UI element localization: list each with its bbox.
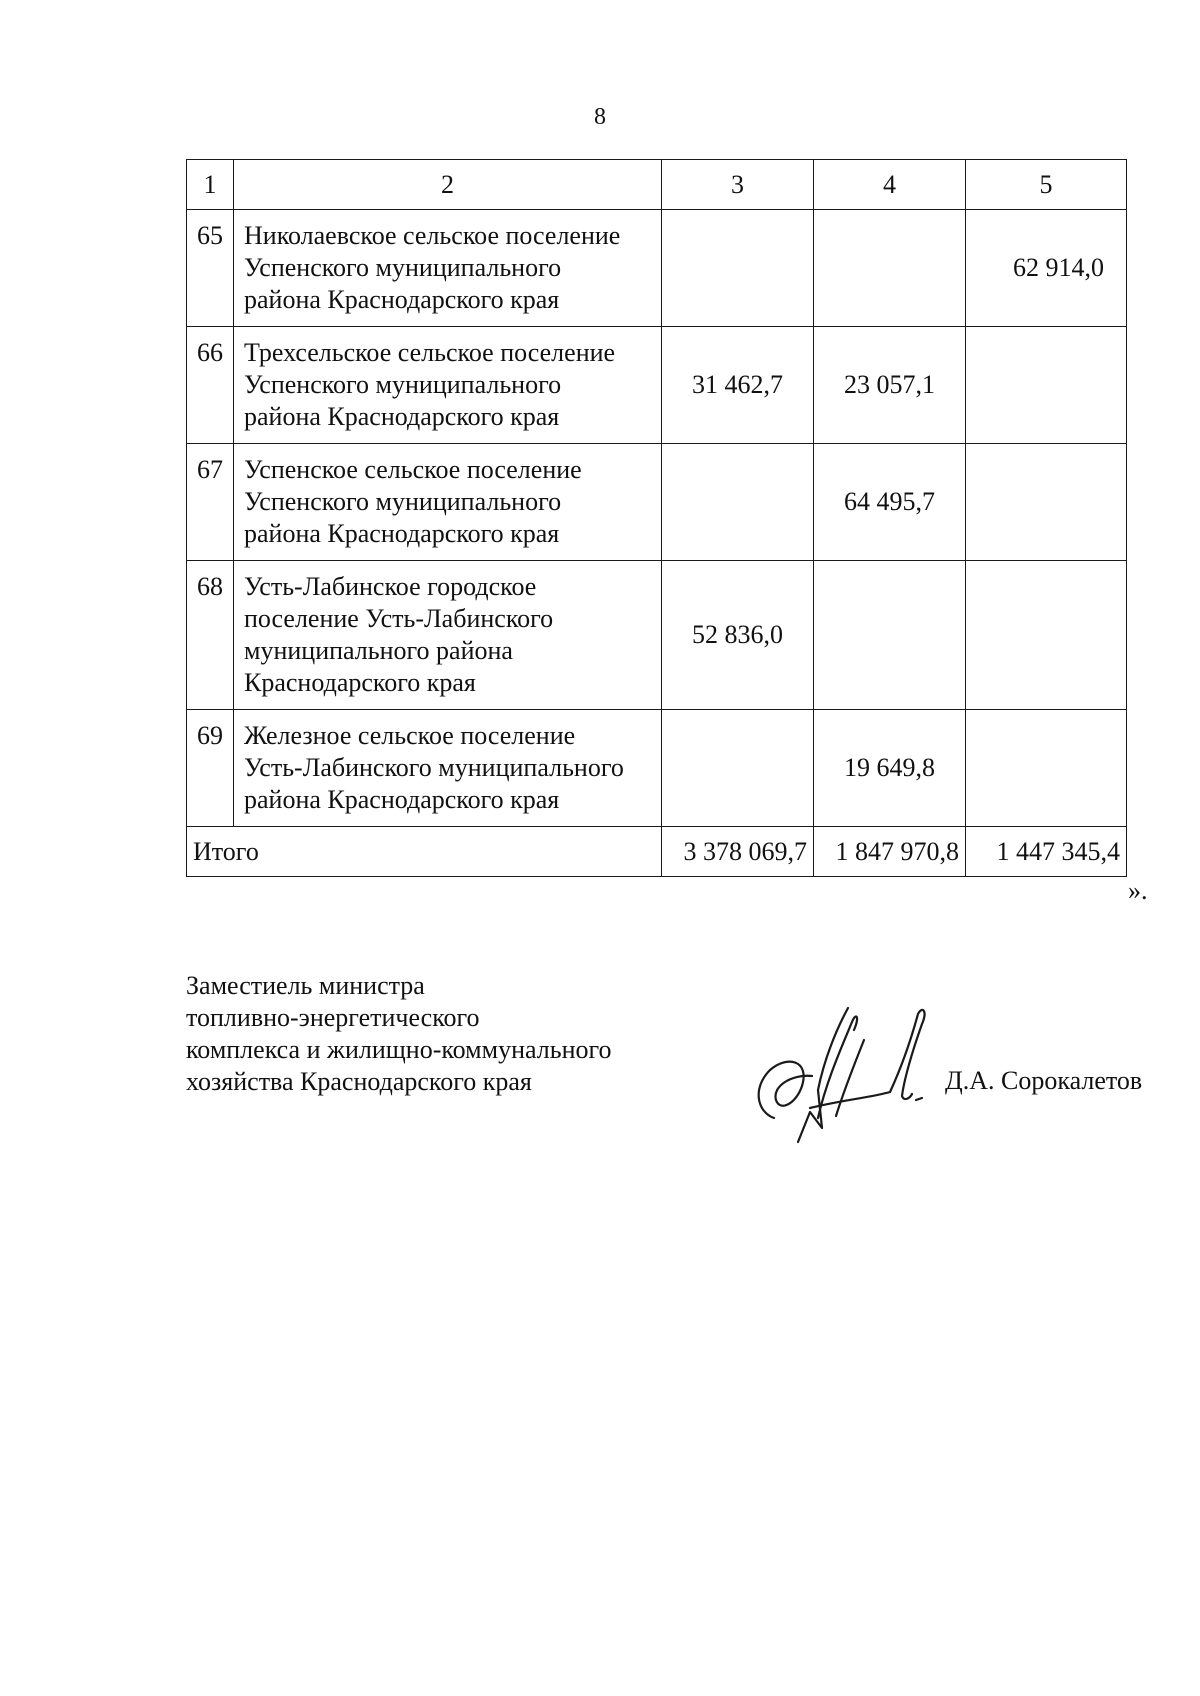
page-number: 8 <box>594 104 606 130</box>
total-col5: 1 447 345,4 <box>966 827 1127 877</box>
table-row <box>187 210 1127 327</box>
settlement-name-line: Успенского муниципального <box>244 253 562 282</box>
settlement-name-line: района Краснодарского края <box>244 285 560 314</box>
row-number: 67 <box>187 444 234 561</box>
signer-name: Д.А. Сорокалетов <box>945 1066 1143 1095</box>
settlement-name <box>234 327 662 444</box>
total-row <box>187 827 1127 877</box>
amount-col4: 19 649,8 <box>814 710 966 827</box>
amount-col5 <box>966 444 1127 561</box>
amount-col4: 23 057,1 <box>814 327 966 444</box>
signer-title-line: комплекса и жилищно-коммунального <box>186 1035 612 1064</box>
settlement-name-line: района Краснодарского края <box>244 519 560 548</box>
amount-col4: 64 495,7 <box>814 444 966 561</box>
signer-title-line: Заместиель министра <box>186 971 425 1000</box>
table-header-row <box>187 160 1127 210</box>
amount-col5 <box>966 561 1127 710</box>
row-number: 68 <box>187 561 234 710</box>
settlement-name-line: Успенского муниципального <box>244 487 562 516</box>
header-cell: 3 <box>662 160 814 210</box>
settlement-name-line: Усть-Лабинского муниципального <box>244 753 624 782</box>
row-number: 66 <box>187 327 234 444</box>
table-row <box>187 561 1127 710</box>
amount-col5 <box>966 710 1127 827</box>
settlement-name <box>234 210 662 327</box>
amount-col3 <box>662 444 814 561</box>
signer-title <box>186 970 612 1098</box>
table-row <box>187 710 1127 827</box>
row-number: 65 <box>187 210 234 327</box>
row-number: 69 <box>187 710 234 827</box>
settlement-name-line: Николаевское сельское поселение <box>244 221 621 250</box>
settlement-name <box>234 710 662 827</box>
table-row <box>187 327 1127 444</box>
header-cell: 2 <box>234 160 662 210</box>
closing-quote: ». <box>1128 876 1148 905</box>
settlement-name <box>234 561 662 710</box>
settlement-name-line: Краснодарского края <box>244 668 476 697</box>
signer-title-line: хозяйства Краснодарского края <box>186 1067 532 1096</box>
header-cell: 5 <box>966 160 1127 210</box>
amount-col4 <box>814 561 966 710</box>
amount-col3: 52 836,0 <box>662 561 814 710</box>
settlement-name <box>234 444 662 561</box>
amount-col3: 31 462,7 <box>662 327 814 444</box>
total-label: Итого <box>187 827 662 877</box>
signer-title-line: топливно-энергетического <box>186 1003 480 1032</box>
settlement-name-line: муниципального района <box>244 636 513 665</box>
amount-col4 <box>814 210 966 327</box>
amount-col3 <box>662 710 814 827</box>
amount-col3 <box>662 210 814 327</box>
total-col4: 1 847 970,8 <box>814 827 966 877</box>
table-row <box>187 444 1127 561</box>
settlement-name-line: Успенского муниципального <box>244 370 562 399</box>
total-col3: 3 378 069,7 <box>662 827 814 877</box>
header-cell: 1 <box>187 160 234 210</box>
settlement-name-line: района Краснодарского края <box>244 785 560 814</box>
settlement-name-line: Успенское сельское поселение <box>244 455 582 484</box>
header-cell: 4 <box>814 160 966 210</box>
amount-col5: 62 914,0 <box>966 210 1127 327</box>
settlement-name-line: района Краснодарского края <box>244 402 560 431</box>
settlement-name-line: Трехсельское сельское поселение <box>244 338 616 367</box>
settlement-name-line: Усть-Лабинское городское <box>244 572 537 601</box>
allocation-table <box>186 159 1127 877</box>
settlement-name-line: Железное сельское поселение <box>244 721 576 750</box>
settlement-name-line: поселение Усть-Лабинского <box>244 604 554 633</box>
amount-col5 <box>966 327 1127 444</box>
handwritten-signature <box>752 1000 962 1150</box>
